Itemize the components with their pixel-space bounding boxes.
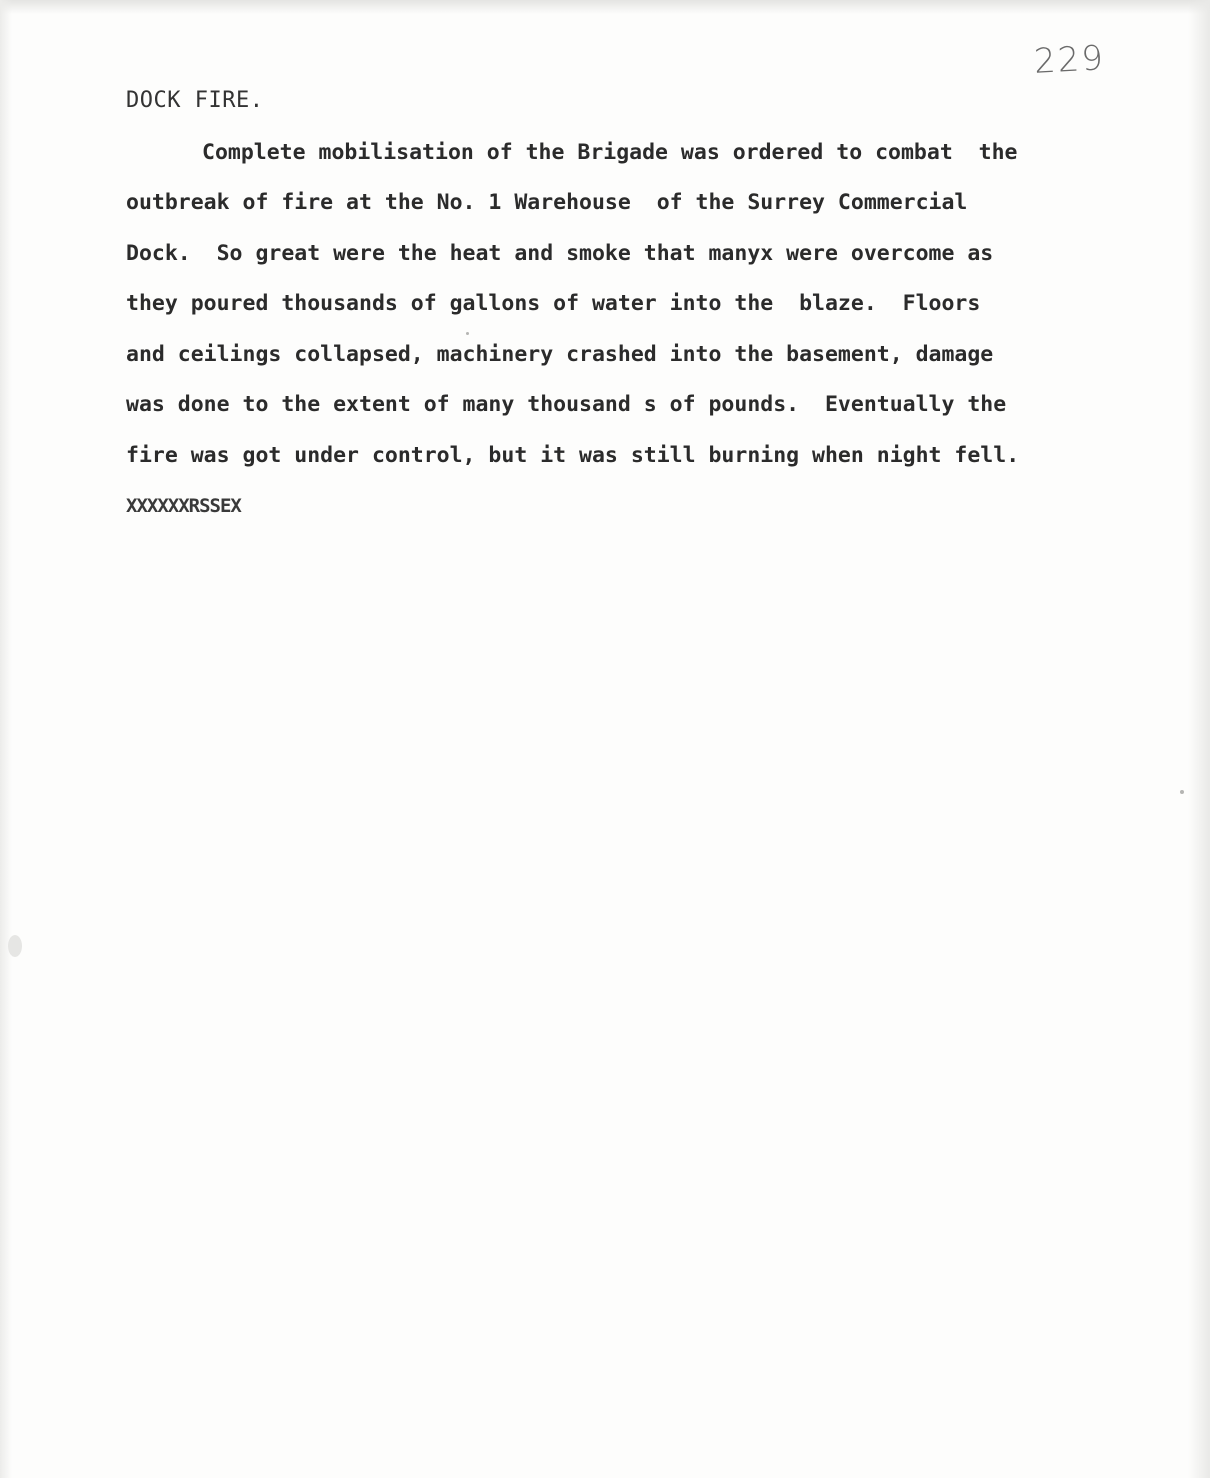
page-top-shadow — [0, 0, 1210, 14]
paragraph-line: Complete mobilisation of the Brigade was ordered to combat the — [202, 140, 1018, 165]
paragraph-line: outbreak of fire at the No. 1 Warehouse of the Surrey Commercial — [126, 190, 968, 215]
paragraph-line: fire was got under control, but it was still burning when night fell. — [126, 443, 1020, 468]
struck-out-text: XXXXXXRSSEX — [126, 495, 241, 517]
page-left-edge — [0, 0, 12, 1478]
document-heading: DOCK FIRE. — [126, 88, 264, 113]
paper-speck — [8, 935, 22, 957]
paper-speck — [1180, 790, 1184, 794]
paragraph-line: and ceilings collapsed, machinery crashed into the basement, damage — [126, 342, 994, 367]
page-right-edge — [1188, 0, 1210, 1478]
paragraph-line: Dock. So great were the heat and smoke that manyx were overcome as — [126, 241, 994, 266]
paragraph-line: was done to the extent of many thousand s of pounds. Eventually the — [126, 392, 1007, 417]
handwritten-page-number: 229 — [1033, 38, 1106, 82]
paper-speck — [466, 332, 469, 335]
paragraph-line: they poured thousands of gallons of water into the blaze. Floors — [126, 291, 981, 316]
